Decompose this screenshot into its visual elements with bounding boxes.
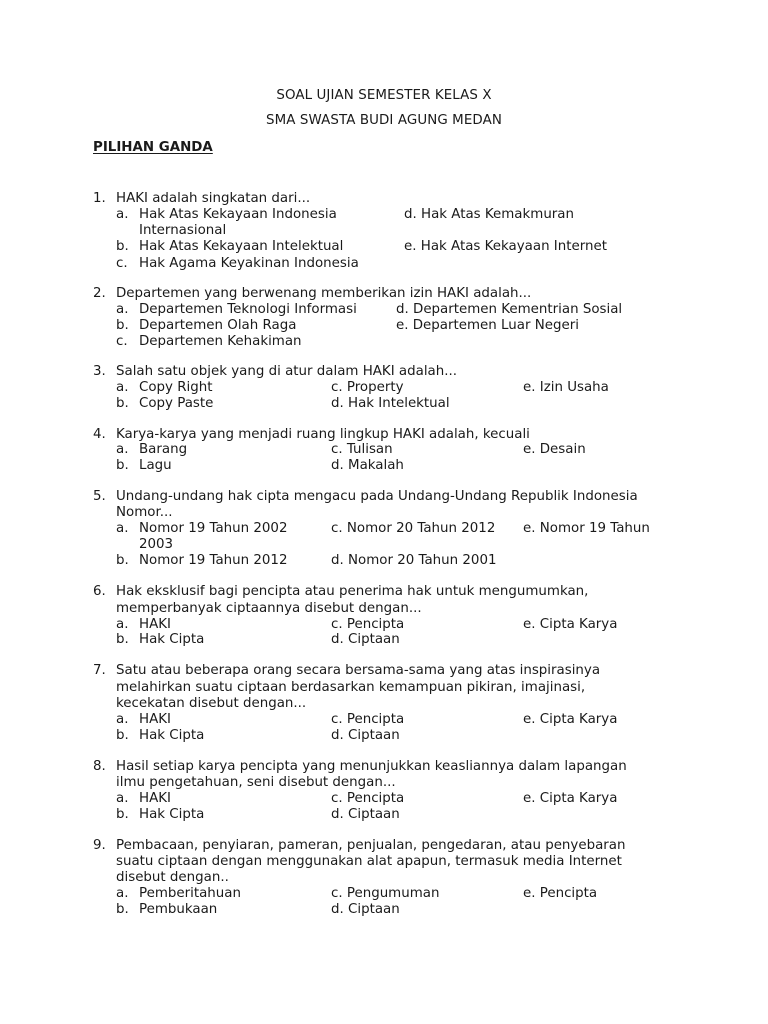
- option-letter-a: a.: [116, 207, 129, 222]
- option-b: Copy Paste: [139, 396, 214, 411]
- question-number: 1.: [93, 191, 106, 206]
- option-a: Barang: [139, 442, 188, 457]
- option-c: c. Pencipta: [331, 791, 405, 806]
- option-d: d. Makalah: [331, 458, 404, 473]
- option-a-continued: Internasional: [139, 223, 227, 238]
- option-a: HAKI: [139, 617, 171, 632]
- question-text: HAKI adalah singkatan dari...: [116, 191, 311, 206]
- option-d: d. Ciptaan: [331, 632, 400, 647]
- option-b: Hak Cipta: [139, 728, 205, 743]
- option-c: Hak Agama Keyakinan Indonesia: [139, 256, 359, 271]
- question-text-continued: suatu ciptaan dengan menggunakan alat apapun, termasuk media Internet: [116, 854, 622, 869]
- question-number: 4.: [93, 427, 106, 442]
- question-text: Departemen yang berwenang memberikan izin HAKI adalah...: [116, 286, 532, 301]
- question-text-continued: ilmu pengetahuan, seni disebut dengan...: [116, 775, 396, 790]
- option-c: Departemen Kehakiman: [139, 334, 302, 349]
- document-title: SOAL UJIAN SEMESTER KELAS X: [276, 88, 492, 103]
- question-number: 5.: [93, 489, 106, 504]
- option-b: Hak Cipta: [139, 807, 205, 822]
- question-text: Undang-undang hak cipta mengacu pada Undang-Undang Republik Indonesia: [116, 489, 638, 504]
- option-letter-a: a.: [116, 791, 129, 806]
- option-e: e. Hak Atas Kekayaan Internet: [404, 239, 607, 254]
- question-text-continued: memperbanyak ciptaannya disebut dengan...: [116, 601, 422, 616]
- option-b: Hak Cipta: [139, 632, 205, 647]
- option-letter-c: c.: [116, 256, 128, 271]
- option-a: Copy Right: [139, 380, 213, 395]
- option-e: e. Cipta Karya: [523, 791, 618, 806]
- option-letter-a: a.: [116, 617, 129, 632]
- question-text: Hak eksklusif bagi pencipta atau penerima hak untuk mengumumkan,: [116, 584, 589, 599]
- section-heading: PILIHAN GANDA: [93, 140, 213, 155]
- option-e-continued: 2003: [139, 537, 174, 552]
- question-text: Hasil setiap karya pencipta yang menunjukkan keasliannya dalam lapangan: [116, 759, 627, 774]
- option-e: e. Pencipta: [523, 886, 598, 901]
- option-c: c. Property: [331, 380, 404, 395]
- option-letter-b: b.: [116, 902, 129, 917]
- option-d: d. Nomor 20 Tahun 2001: [331, 553, 497, 568]
- option-d: d. Ciptaan: [331, 728, 400, 743]
- option-letter-a: a.: [116, 442, 129, 457]
- option-letter-a: a.: [116, 886, 129, 901]
- option-b: Pembukaan: [139, 902, 218, 917]
- question-number: 3.: [93, 364, 106, 379]
- question-text-continued: Nomor...: [116, 505, 173, 520]
- option-letter-b: b.: [116, 728, 129, 743]
- option-d: d. Departemen Kementrian Sosial: [396, 302, 623, 317]
- option-c: c. Pencipta: [331, 617, 405, 632]
- option-letter-a: a.: [116, 712, 129, 727]
- question-number: 7.: [93, 663, 106, 678]
- option-d: d. Ciptaan: [331, 902, 400, 917]
- option-b: Nomor 19 Tahun 2012: [139, 553, 288, 568]
- option-c: c. Pencipta: [331, 712, 405, 727]
- question-number: 8.: [93, 759, 106, 774]
- option-letter-b: b.: [116, 553, 129, 568]
- school-name: SMA SWASTA BUDI AGUNG MEDAN: [266, 113, 502, 128]
- option-letter-b: b.: [116, 632, 129, 647]
- question-text: Satu atau beberapa orang secara bersama-sama yang atas inspirasinya: [116, 663, 601, 678]
- option-letter-a: a.: [116, 302, 129, 317]
- option-d: d. Ciptaan: [331, 807, 400, 822]
- question-text: Karya-karya yang menjadi ruang lingkup HAKI adalah, kecuali: [116, 427, 530, 442]
- option-letter-c: c.: [116, 334, 128, 349]
- option-e: e. Departemen Luar Negeri: [396, 318, 579, 333]
- option-a: Departemen Teknologi Informasi: [139, 302, 357, 317]
- option-a: Pemberitahuan: [139, 886, 241, 901]
- option-d: d. Hak Intelektual: [331, 396, 450, 411]
- option-c: c. Pengumuman: [331, 886, 440, 901]
- option-a: Hak Atas Kekayaan Indonesia: [139, 207, 337, 222]
- option-letter-b: b.: [116, 807, 129, 822]
- question-text: Salah satu objek yang di atur dalam HAKI adalah...: [116, 364, 458, 379]
- option-letter-b: b.: [116, 318, 129, 333]
- option-letter-b: b.: [116, 239, 129, 254]
- question-number: 6.: [93, 584, 106, 599]
- option-letter-b: b.: [116, 458, 129, 473]
- question-text-continued: melahirkan suatu ciptaan berdasarkan kemampuan pikiran, imajinasi,: [116, 680, 586, 695]
- option-c: c. Nomor 20 Tahun 2012: [331, 521, 496, 536]
- question-text-continued: kecekatan disebut dengan...: [116, 696, 307, 711]
- question-number: 9.: [93, 838, 106, 853]
- option-c: c. Tulisan: [331, 442, 393, 457]
- option-b: Hak Atas Kekayaan Intelektual: [139, 239, 344, 254]
- option-e: e. Izin Usaha: [523, 380, 609, 395]
- option-a: HAKI: [139, 791, 171, 806]
- option-b: Lagu: [139, 458, 172, 473]
- question-number: 2.: [93, 286, 106, 301]
- option-letter-a: a.: [116, 521, 129, 536]
- option-a: HAKI: [139, 712, 171, 727]
- option-e: e. Desain: [523, 442, 586, 457]
- option-letter-a: a.: [116, 380, 129, 395]
- option-a: Nomor 19 Tahun 2002: [139, 521, 288, 536]
- option-b: Departemen Olah Raga: [139, 318, 297, 333]
- question-text: Pembacaan, penyiaran, pameran, penjualan, pengedaran, atau penyebaran: [116, 838, 626, 853]
- option-letter-b: b.: [116, 396, 129, 411]
- option-e: e. Nomor 19 Tahun: [523, 521, 650, 536]
- option-e: e. Cipta Karya: [523, 712, 618, 727]
- option-e: e. Cipta Karya: [523, 617, 618, 632]
- question-text-continued: disebut dengan..: [116, 870, 229, 885]
- option-d: d. Hak Atas Kemakmuran: [404, 207, 574, 222]
